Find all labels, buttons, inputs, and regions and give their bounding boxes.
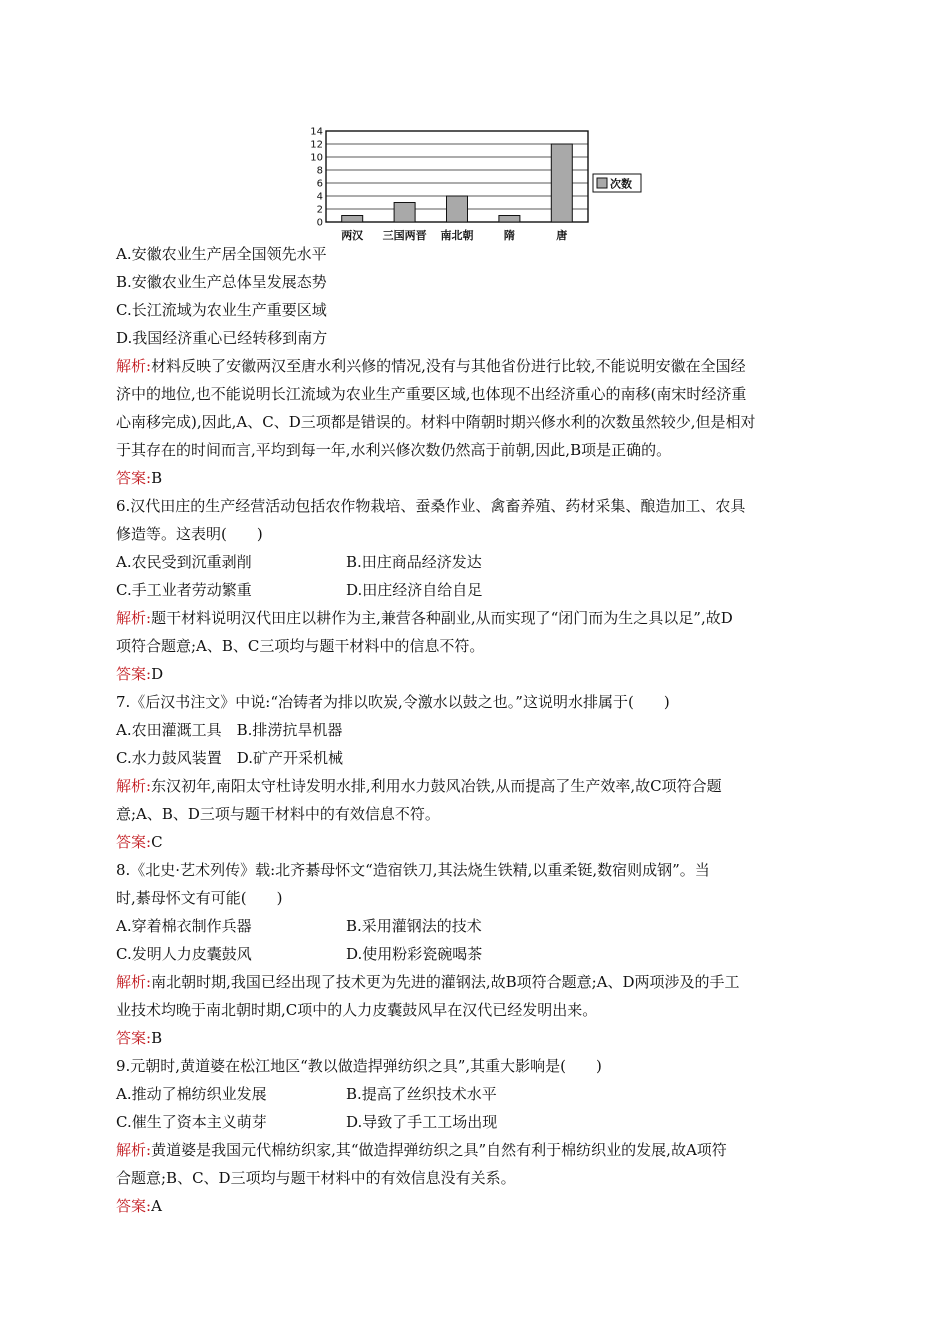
q6-answer bbox=[116, 660, 836, 688]
q8-option-a: A.穿着棉衣制作兵器 bbox=[116, 917, 252, 935]
answer-label: 答案: bbox=[116, 469, 152, 487]
y-tick-label: 2 bbox=[316, 204, 323, 216]
q7-option-line: A.农田灌溉工具 B.排涝抗旱机器 bbox=[116, 721, 343, 739]
question-9 bbox=[116, 1052, 836, 1220]
question-5 bbox=[116, 240, 836, 492]
y-tick-label: 4 bbox=[316, 191, 323, 203]
q6-analysis-line bbox=[116, 604, 836, 632]
q9-answer bbox=[116, 1192, 836, 1220]
q8-stem-line: 时,綦母怀文有可能( ) bbox=[116, 889, 283, 907]
question-8 bbox=[116, 856, 836, 1052]
analysis-label: 解析: bbox=[116, 1141, 152, 1159]
y-tick-label: 0 bbox=[316, 217, 323, 229]
q9-option-d: D.导致了手工工场出现 bbox=[346, 1113, 498, 1131]
q6-stem-line: 修造等。这表明( ) bbox=[116, 525, 263, 543]
y-tick-label: 10 bbox=[310, 152, 323, 164]
water-projects-bar-chart bbox=[300, 122, 650, 250]
answer-value: A bbox=[151, 1197, 162, 1215]
analysis-label: 解析: bbox=[116, 777, 152, 795]
question-7 bbox=[116, 688, 836, 856]
question-6 bbox=[116, 492, 836, 688]
q9-analysis-line bbox=[116, 1136, 836, 1164]
x-category-label: 两汉 bbox=[341, 229, 364, 242]
q7-option-line: C.水力鼓风装置 D.矿产开采机械 bbox=[116, 749, 343, 767]
q5-answer bbox=[116, 464, 836, 492]
legend-label: 次数 bbox=[610, 177, 632, 191]
y-tick-label: 12 bbox=[310, 139, 323, 151]
q9-option-a: A.推动了棉纺织业发展 bbox=[116, 1085, 267, 1103]
q6-stem-line: 6.汉代田庄的生产经营活动包括农作物栽培、蚕桑作业、禽畜养殖、药材采集、酿造加工、农具 bbox=[116, 497, 746, 515]
q8-option-d: D.使用粉彩瓷碗喝茶 bbox=[346, 945, 483, 963]
q8-options-row bbox=[116, 912, 836, 940]
q9-option-c: C.催生了资本主义萌芽 bbox=[116, 1113, 267, 1131]
answer-label: 答案: bbox=[116, 1197, 152, 1215]
q9-option-b: B.提高了丝织技术水平 bbox=[346, 1085, 497, 1103]
bar bbox=[394, 203, 415, 223]
q8-analysis-line: 业技术均晚于南北朝时期,C项中的人力皮囊鼓风早在汉代已经发明出来。 bbox=[116, 1001, 598, 1019]
q6-option-d: D.田庄经济自给自足 bbox=[346, 581, 483, 599]
y-tick-label: 6 bbox=[316, 178, 323, 190]
legend-swatch bbox=[597, 178, 607, 188]
q5-option-a: A.安徽农业生产居全国领先水平 bbox=[116, 245, 327, 263]
q8-answer bbox=[116, 1024, 836, 1052]
y-tick-label: 14 bbox=[310, 126, 323, 138]
q7-analysis-line bbox=[116, 772, 836, 800]
analysis-label: 解析: bbox=[116, 973, 152, 991]
bar bbox=[499, 216, 520, 223]
q9-options-row bbox=[116, 1108, 836, 1136]
q7-stem-line: 7.《后汉书注文》中说:“冶铸者为排以吹炭,令激水以鼓之也。”这说明水排属于( ) bbox=[116, 693, 670, 711]
q5-analysis-line: 济中的地位,也不能说明长江流域为农业生产重要区域,也体现不出经济重心的南移(南宋时经济重 bbox=[116, 385, 747, 403]
bar bbox=[342, 216, 363, 223]
q7-answer bbox=[116, 828, 836, 856]
q8-stem-line: 8.《北史·艺术列传》载:北齐綦母怀文“造宿铁刀,其法烧生铁精,以重柔铤,数宿则成钢”。当 bbox=[116, 861, 710, 879]
q9-stem-line: 9.元朝时,黄道婆在松江地区“教以做造捍弹纺织之具”,其重大影响是( ) bbox=[116, 1057, 602, 1075]
bar bbox=[447, 196, 468, 222]
q5-option-d: D.我国经济重心已经转移到南方 bbox=[116, 329, 328, 347]
analysis-label: 解析: bbox=[116, 357, 152, 375]
q5-analysis-line: 于其存在的时间而言,平均到每一年,水利兴修次数仍然高于前朝,因此,B项是正确的。 bbox=[116, 441, 672, 459]
answer-label: 答案: bbox=[116, 665, 152, 683]
q5-option-c: C.长江流域为农业生产重要区域 bbox=[116, 301, 327, 319]
q6-options-row bbox=[116, 548, 836, 576]
analysis-text: 南北朝时期,我国已经出现了技术更为先进的灌钢法,故B项符合题意;A、D两项涉及的手工 bbox=[151, 973, 740, 991]
x-category-label: 隋 bbox=[503, 229, 515, 242]
y-tick-label: 8 bbox=[316, 165, 323, 177]
q6-analysis-line: 项符合题意;A、B、C三项均与题干材料中的信息不符。 bbox=[116, 637, 485, 655]
q6-option-a: A.农民受到沉重剥削 bbox=[116, 553, 252, 571]
q9-analysis-line: 合题意;B、C、D三项均与题干材料中的有效信息没有关系。 bbox=[116, 1169, 516, 1187]
q6-option-b: B.田庄商品经济发达 bbox=[346, 553, 482, 571]
analysis-text: 东汉初年,南阳太守杜诗发明水排,利用水力鼓风冶铁,从而提高了生产效率,故C项符合题 bbox=[151, 777, 722, 795]
q8-option-b: B.采用灌钢法的技术 bbox=[346, 917, 482, 935]
analysis-label: 解析: bbox=[116, 609, 152, 627]
q5-analysis-line: 心南移完成),因此,A、C、D三项都是错误的。材料中隋朝时期兴修水利的次数虽然较少,但是相对 bbox=[116, 413, 756, 431]
x-category-label: 三国两晋 bbox=[382, 229, 427, 242]
question-content bbox=[116, 240, 836, 1220]
q5-analysis-line bbox=[116, 352, 836, 380]
analysis-text: 题干材料说明汉代田庄以耕作为主,兼营各种副业,从而实现了“闭门而为生之具以足”,故D bbox=[151, 609, 733, 627]
q8-option-c: C.发明人力皮囊鼓风 bbox=[116, 945, 252, 963]
answer-value: B bbox=[151, 1029, 163, 1047]
q7-analysis-line: 意;A、B、D三项与题干材料中的有效信息不符。 bbox=[116, 805, 440, 823]
answer-label: 答案: bbox=[116, 833, 152, 851]
q8-options-row bbox=[116, 940, 836, 968]
answer-value: D bbox=[151, 665, 164, 683]
answer-value: B bbox=[151, 469, 163, 487]
x-category-label: 南北朝 bbox=[440, 229, 474, 242]
q6-options-row bbox=[116, 576, 836, 604]
q5-option-b: B.安徽农业生产总体呈发展态势 bbox=[116, 273, 327, 291]
x-category-label: 唐 bbox=[556, 229, 568, 242]
analysis-text: 材料反映了安徽两汉至唐水利兴修的情况,没有与其他省份进行比较,不能说明安徽在全国经 bbox=[151, 357, 746, 375]
q8-analysis-line bbox=[116, 968, 836, 996]
q6-option-c: C.手工业者劳动繁重 bbox=[116, 581, 252, 599]
bar bbox=[551, 144, 572, 222]
q9-options-row bbox=[116, 1080, 836, 1108]
answer-value: C bbox=[151, 833, 163, 851]
analysis-text: 黄道婆是我国元代棉纺织家,其“做造捍弹纺织之具”自然有利于棉纺织业的发展,故A项符 bbox=[151, 1141, 727, 1159]
answer-label: 答案: bbox=[116, 1029, 152, 1047]
